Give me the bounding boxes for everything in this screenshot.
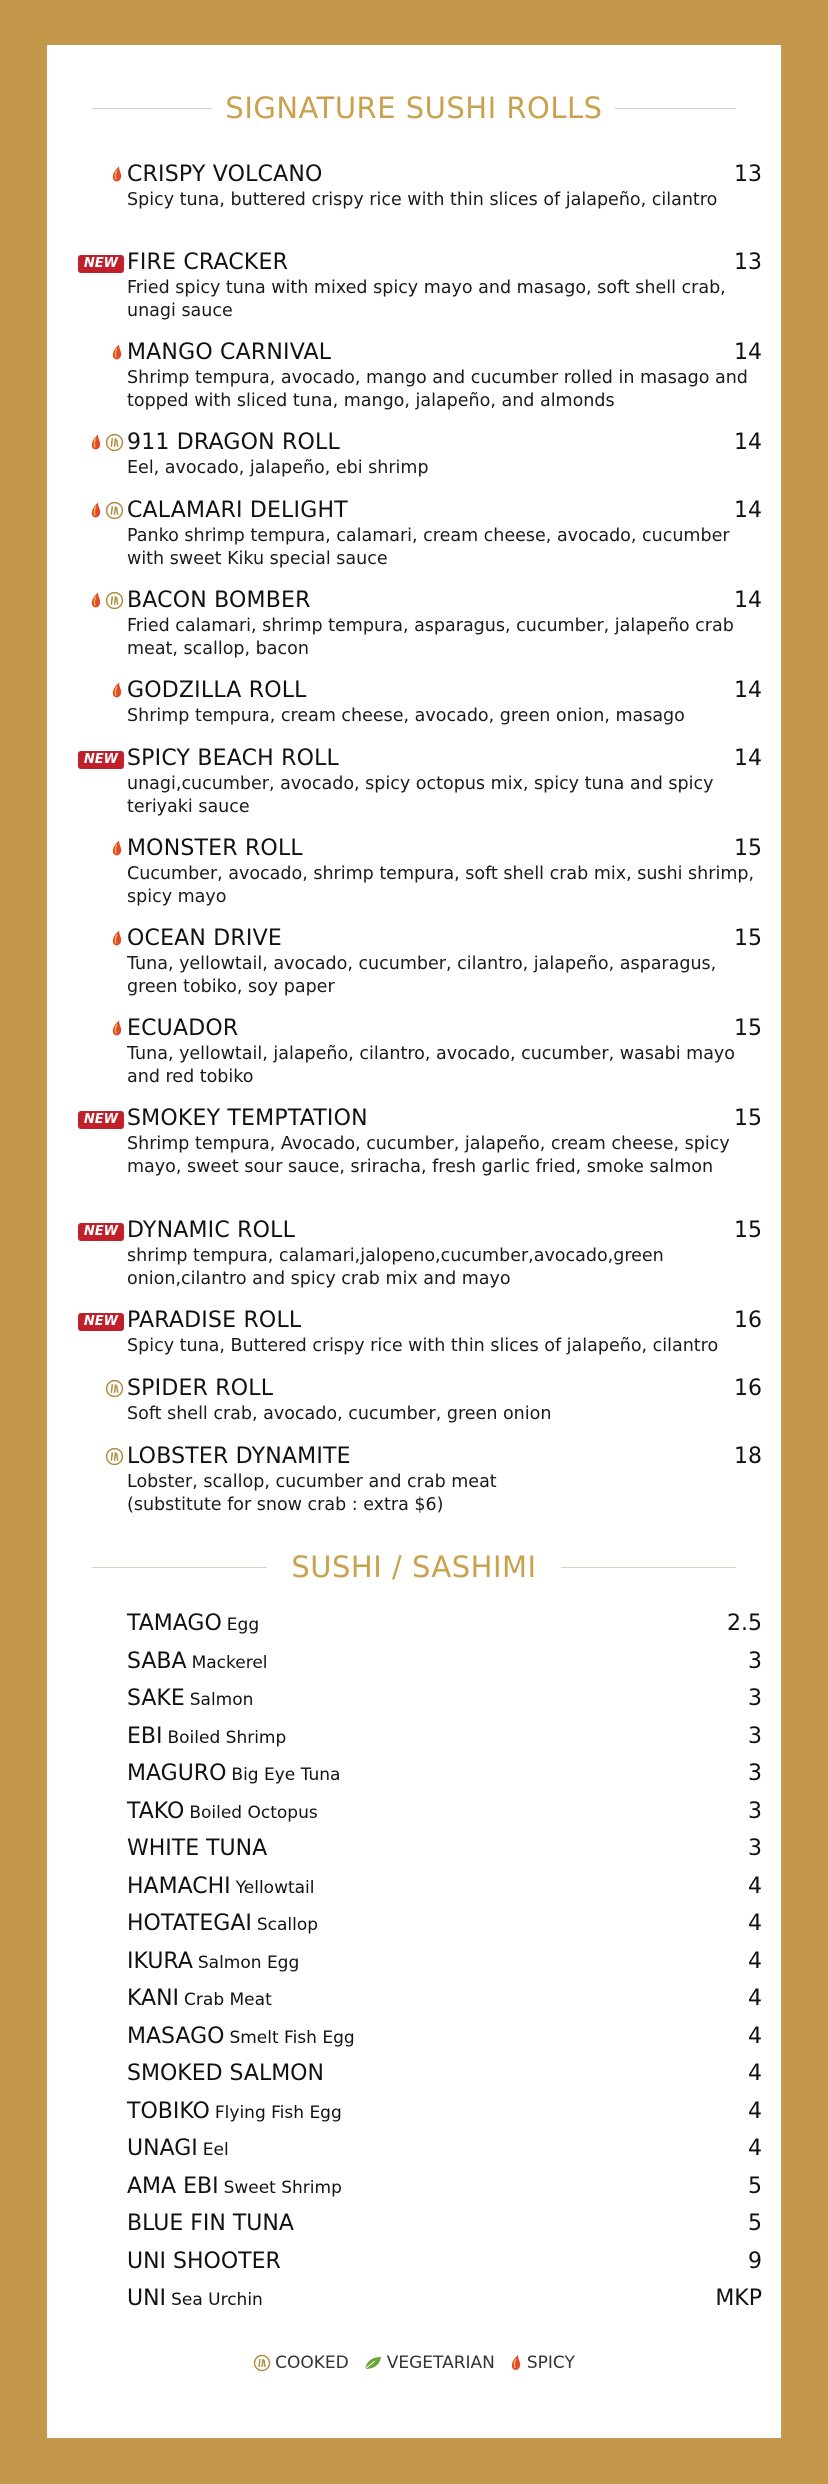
sushi-item [127, 1686, 762, 1716]
sushi-price: 3 [748, 1723, 762, 1749]
roll-description: Shrimp tempura, Avocado, cucumber, jalapeño, cream cheese, spicy mayo, sweet sour sauce, sriracha, fresh garlic fried, smoke salmon [127, 1134, 730, 1177]
legend [47, 2353, 781, 2373]
roll-icons [78, 253, 124, 273]
sushi-english-name: Smelt Fish Egg [229, 2027, 355, 2048]
sushi-price: MKP [715, 2286, 762, 2311]
roll-item [83, 1308, 762, 1358]
sushi-english-name: Boiled Octopus [189, 1802, 318, 1823]
roll-icons [89, 433, 124, 452]
sushi-item [127, 2211, 762, 2241]
sushi-item [127, 2099, 762, 2129]
sushi-item [127, 1799, 762, 1829]
sushi-name: UNI [127, 2286, 167, 2311]
sushi-price: 4 [748, 1948, 762, 1974]
roll-icons [110, 839, 124, 858]
roll-item [127, 498, 762, 571]
roll-price: 14 [734, 746, 762, 771]
roll-price: 14 [734, 430, 762, 455]
sushi-item [127, 1911, 762, 1941]
roll-description: Spicy tuna, buttered crispy rice with thin slices of jalapeño, cilantro [127, 190, 718, 210]
cooked-icon [253, 2354, 271, 2372]
sushi-price: 2.5 [727, 1611, 762, 1636]
sushi-english-name: Scallop [256, 1915, 319, 1935]
sushi-name: HAMACHI [127, 1873, 231, 1899]
roll-icons [78, 1311, 124, 1331]
sushi-price: 5 [748, 2211, 762, 2236]
sushi-item [127, 2136, 762, 2166]
sushi-item [127, 1986, 762, 2016]
roll-icons [78, 1109, 124, 1129]
roll-name: DYNAMIC ROLL [127, 1218, 296, 1243]
roll-price: 15 [734, 1016, 762, 1041]
roll-description: Fried spicy tuna with mixed spicy mayo and masago, soft shell crab, unagi sauce [127, 278, 726, 321]
cooked-icon [105, 501, 124, 520]
roll-description: Tuna, yellowtail, avocado, cucumber, cilantro, jalapeño, asparagus, green tobiko, soy paper [127, 954, 717, 997]
rolls-title-text: SIGNATURE SUSHI ROLLS [213, 91, 614, 125]
new-badge: NEW [78, 1223, 124, 1241]
sushi-name: UNAGI [127, 2136, 198, 2161]
chili-icon [509, 2354, 523, 2372]
roll-description: Shrimp tempura, cream cheese, avocado, green onion, masago [127, 706, 685, 726]
roll-name: BACON BOMBER [127, 588, 311, 613]
sushi-english-name: Crab Meat [184, 1990, 272, 2010]
sushi-english-name: Salmon [189, 1690, 254, 1710]
sushi-price: 4 [748, 1986, 762, 2011]
sushi-price: 4 [748, 2061, 762, 2086]
roll-name: ECUADOR [127, 1016, 239, 1041]
sushi-name: TOBIKO [127, 2098, 210, 2124]
sushi-item [127, 2249, 762, 2279]
legend-spicy-label: SPICY [526, 2353, 575, 2373]
roll-item [127, 340, 762, 413]
roll-price: 13 [734, 250, 762, 275]
sushi-name: AMA EBI [127, 2173, 219, 2199]
roll-price: 14 [734, 678, 762, 703]
roll-icons [105, 1379, 124, 1398]
roll-description: Soft shell crab, avocado, cucumber, green onion [127, 1404, 552, 1424]
sushi-english-name: Boiled Shrimp [167, 1727, 287, 1748]
chili-icon [89, 433, 103, 452]
roll-item [83, 1218, 762, 1291]
sushi-price: 9 [748, 2248, 762, 2274]
roll-item [127, 1444, 762, 1517]
roll-name: FIRE CRACKER [127, 250, 289, 275]
roll-description: Cucumber, avocado, shrimp tempura, soft shell crab mix, sushi shrimp, spicy mayo [127, 864, 755, 907]
sushi-price: 3 [748, 1761, 762, 1786]
chili-icon [110, 1019, 124, 1038]
sushi-price: 3 [748, 1686, 762, 1711]
sushi-name: MAGURO [127, 1761, 227, 1786]
sushi-name: SABA [127, 1648, 187, 1674]
chili-icon [110, 343, 124, 362]
roll-description: unagi,cucumber, avocado, spicy octopus mix, spicy tuna and spicy teriyaki sauce [127, 774, 714, 817]
roll-price: 15 [734, 836, 762, 861]
sushi-price: 4 [748, 2136, 762, 2161]
sushi-name: HOTATEGAI [127, 1911, 252, 1936]
sushi-english-name: Flying Fish Egg [214, 2102, 342, 2123]
roll-name: OCEAN DRIVE [127, 926, 282, 951]
rolls-section-title [47, 91, 781, 125]
sushi-item [127, 1836, 762, 1866]
roll-icons [110, 343, 124, 362]
roll-price: 13 [734, 162, 762, 187]
roll-icons [110, 929, 124, 948]
roll-description: Panko shrimp tempura, calamari, cream cheese, avocado, cucumber with sweet Kiku special sauce [127, 526, 730, 569]
sushi-name: MASAGO [127, 2023, 225, 2049]
leaf-icon [363, 2355, 383, 2371]
roll-description: Tuna, yellowtail, jalapeño, cilantro, avocado, cucumber, wasabi mayo and red tobiko [127, 1044, 735, 1087]
sushi-name: EBI [127, 1723, 163, 1749]
roll-price: 18 [734, 1444, 762, 1469]
roll-item [127, 430, 762, 480]
cooked-icon [105, 591, 124, 610]
cooked-icon [105, 433, 124, 452]
roll-name: SMOKEY TEMPTATION [127, 1106, 368, 1131]
roll-name: GODZILLA ROLL [127, 678, 307, 703]
sushi-title-text: SUSHI / SASHIMI [279, 1550, 548, 1584]
legend-cooked-label: COOKED [275, 2353, 349, 2373]
new-badge: NEW [78, 751, 124, 769]
sushi-english-name: Egg [226, 1615, 260, 1635]
sushi-item [127, 1611, 762, 1641]
sushi-price: 4 [748, 2023, 762, 2049]
roll-price: 16 [734, 1308, 762, 1333]
chili-icon [110, 929, 124, 948]
legend-vegetarian [363, 2353, 495, 2373]
sushi-price: 4 [748, 1911, 762, 1936]
roll-item [83, 250, 762, 323]
roll-icons [105, 1447, 124, 1466]
chili-icon [110, 681, 124, 700]
sushi-item [127, 2024, 762, 2054]
sushi-item [127, 1724, 762, 1754]
roll-item [127, 588, 762, 661]
roll-item [127, 926, 762, 999]
sushi-english-name: Mackerel [191, 1652, 268, 1673]
sushi-price: 4 [748, 1873, 762, 1899]
menu-page [47, 45, 781, 2438]
sushi-item [127, 2061, 762, 2091]
sushi-name: UNI SHOOTER [127, 2248, 281, 2274]
roll-icons [110, 165, 124, 184]
sushi-name: WHITE TUNA [127, 1836, 268, 1861]
roll-icons [89, 501, 124, 520]
sushi-name: TAKO [127, 1798, 185, 1824]
roll-description: Lobster, scallop, cucumber and crab meat [127, 1472, 497, 1492]
sushi-name: SAKE [127, 1686, 185, 1711]
roll-description: Eel, avocado, jalapeño, ebi shrimp [127, 458, 429, 478]
roll-price: 15 [734, 1218, 762, 1243]
roll-item [83, 1106, 762, 1179]
sushi-price: 4 [748, 2098, 762, 2124]
roll-name: CALAMARI DELIGHT [127, 498, 348, 523]
roll-icons [89, 591, 124, 610]
roll-name: MANGO CARNIVAL [127, 340, 332, 365]
sushi-english-name: Eel [202, 2140, 229, 2160]
roll-description: shrimp tempura, calamari,jalopeno,cucumber,avocado,green onion,cilantro and spicy crab mix and mayo [127, 1246, 664, 1289]
roll-item [127, 836, 762, 909]
chili-icon [110, 839, 124, 858]
sushi-section-title [47, 1550, 781, 1584]
cooked-icon [105, 1447, 124, 1466]
roll-item [83, 746, 762, 819]
chili-icon [89, 591, 103, 610]
roll-icons [78, 749, 124, 769]
sushi-english-name: Big Eye Tuna [231, 1765, 341, 1785]
sushi-item [127, 1949, 762, 1979]
new-badge: NEW [78, 1111, 124, 1129]
roll-description: Shrimp tempura, avocado, mango and cucumber rolled in masago and topped with sliced tuna, mango, jalapeño, and almonds [127, 368, 748, 411]
sushi-name: BLUE FIN TUNA [127, 2211, 294, 2236]
roll-price: 15 [734, 1106, 762, 1131]
roll-price: 14 [734, 588, 762, 613]
roll-name: CRISPY VOLCANO [127, 162, 323, 187]
roll-name: 911 DRAGON ROLL [127, 430, 340, 455]
sushi-item [127, 2286, 762, 2316]
sushi-item [127, 2174, 762, 2204]
roll-name: SPIDER ROLL [127, 1376, 274, 1401]
roll-name: MONSTER ROLL [127, 836, 303, 861]
sushi-price: 3 [748, 1798, 762, 1824]
roll-price: 15 [734, 926, 762, 951]
sushi-english-name: Salmon Egg [197, 1952, 300, 1973]
roll-price: 14 [734, 498, 762, 523]
chili-icon [110, 165, 124, 184]
new-badge: NEW [78, 1313, 124, 1331]
sushi-english-name: Sweet Shrimp [223, 2177, 342, 2198]
legend-spicy [509, 2353, 575, 2373]
sushi-name: IKURA [127, 1948, 193, 1974]
sushi-name: SMOKED SALMON [127, 2061, 324, 2086]
sushi-item [127, 1649, 762, 1679]
roll-description: Spicy tuna, Buttered crispy rice with thin slices of jalapeño, cilantro [127, 1336, 719, 1356]
roll-item [127, 162, 762, 212]
roll-icons [110, 681, 124, 700]
roll-price: 14 [734, 340, 762, 365]
roll-item [127, 678, 762, 728]
roll-name: SPICY BEACH ROLL [127, 746, 339, 771]
roll-name: PARADISE ROLL [127, 1308, 302, 1333]
sushi-name: KANI [127, 1986, 180, 2011]
sushi-item [127, 1761, 762, 1791]
sushi-english-name: Yellowtail [235, 1877, 315, 1898]
sushi-english-name: Sea Urchin [171, 2290, 263, 2310]
roll-icons [78, 1221, 124, 1241]
sushi-price: 5 [748, 2173, 762, 2199]
roll-name: LOBSTER DYNAMITE [127, 1444, 351, 1469]
sushi-price: 3 [748, 1836, 762, 1861]
legend-cooked [253, 2353, 349, 2373]
roll-icons [110, 1019, 124, 1038]
roll-description: Fried calamari, shrimp tempura, asparagus, cucumber, jalapeño crab meat, scallop, bacon [127, 616, 734, 659]
cooked-icon [105, 1379, 124, 1398]
sushi-price: 3 [748, 1648, 762, 1674]
roll-item [127, 1016, 762, 1089]
roll-description-note: (substitute for snow crab : extra $6) [127, 1495, 444, 1515]
chili-icon [89, 501, 103, 520]
roll-item [127, 1376, 762, 1426]
sushi-item [127, 1874, 762, 1904]
roll-price: 16 [734, 1376, 762, 1401]
sushi-name: TAMAGO [127, 1611, 222, 1636]
new-badge: NEW [78, 255, 124, 273]
legend-vegetarian-label: VEGETARIAN [386, 2353, 495, 2373]
